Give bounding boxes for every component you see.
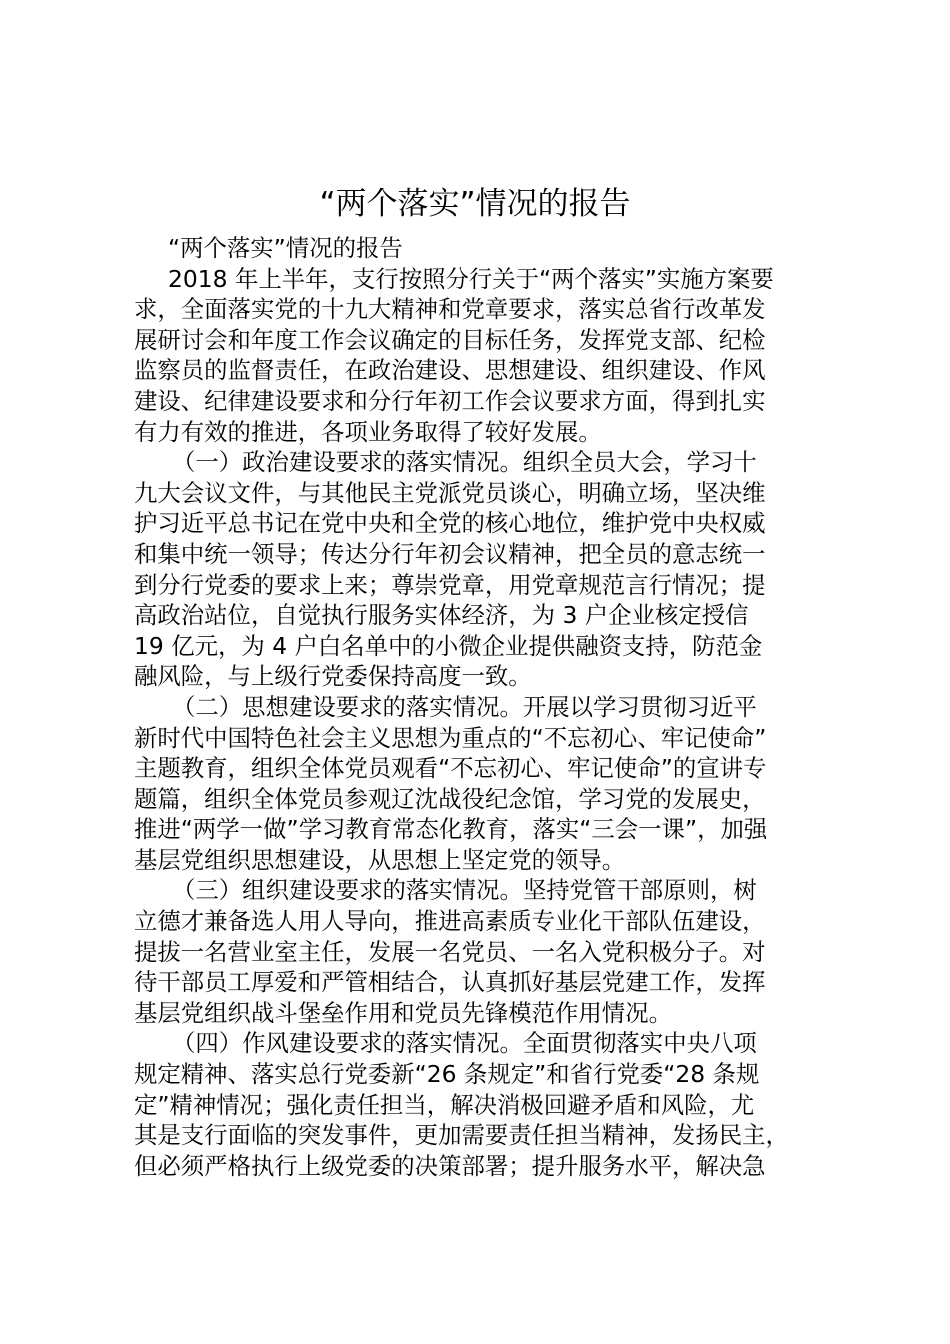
body-line: 但必须严格执行上级党委的决策部署；提升服务水平，解决急 <box>134 1151 766 1180</box>
document-body <box>134 233 834 1181</box>
body-line: 护习近平总书记在党中央和全党的核心地位，维护党中央权威 <box>134 509 766 538</box>
body-line: 展研讨会和年度工作会议确定的目标任务，发挥党支部、纪检 <box>134 325 766 354</box>
body-line: 基层党组织战斗堡垒作用和党员先锋模范作用情况。 <box>134 998 672 1027</box>
body-line: 融风险，与上级行党委保持高度一致。 <box>134 662 532 691</box>
body-line: 九大会议文件，与其他民主党派党员谈心，明确立场，坚决维 <box>134 478 766 507</box>
body-line: 高政治站位，自觉执行服务实体经济，为 3 户企业核定授信 <box>134 601 749 630</box>
body-line: 新时代中国特色社会主义思想为重点的“不忘初心、牢记使命” <box>134 723 767 752</box>
section-heading-line: （二）思想建设要求的落实情况。开展以学习贯彻习近平 <box>172 692 757 721</box>
body-line: 规定精神、落实总行党委新“26 条规定”和省行党委“28 条规 <box>134 1060 760 1089</box>
body-line: 19 亿元，为 4 户白名单中的小微企业提供融资支持，防范金 <box>134 631 763 660</box>
document-title: “两个落实”情况的报告 <box>319 186 631 222</box>
body-line: 建设、纪律建设要求和分行年初工作会议要求方面，得到扎实 <box>134 386 766 415</box>
body-line: 提拔一名营业室主任，发展一名党员、一名入党积极分子。对 <box>134 937 766 966</box>
body-line: 待干部员工厚爱和严管相结合，认真抓好基层党建工作，发挥 <box>134 968 766 997</box>
section-heading-line: （一）政治建设要求的落实情况。组织全员大会，学习十 <box>172 448 757 477</box>
body-line: 和集中统一领导；传达分行年初会议精神，把全员的意志统一 <box>134 539 766 568</box>
body-line: 定”精神情况；强化责任担当，解决消极回避矛盾和风险，尤 <box>134 1090 755 1119</box>
body-line: 主题教育，组织全体党员观看“不忘初心、牢记使命”的宣讲专 <box>134 754 767 783</box>
section-heading-line: （三）组织建设要求的落实情况。坚持党管干部原则，树 <box>172 876 757 905</box>
body-line: 题篇，组织全体党员参观辽沈战役纪念馆，学习党的发展史， <box>134 784 766 813</box>
body-line: 推进“两学一做”学习教育常态化教育，落实“三会一课”，加强 <box>134 815 768 844</box>
body-line: 有力有效的推进，各项业务取得了较好发展。 <box>134 417 602 446</box>
body-line: 监察员的监督责任，在政治建设、思想建设、组织建设、作风 <box>134 356 766 385</box>
section-heading-line: （四）作风建设要求的落实情况。全面贯彻落实中央八项 <box>172 1029 757 1058</box>
body-line: 2018 年上半年，支行按照分行关于“两个落实”实施方案要 <box>168 264 774 293</box>
body-line: 基层党组织思想建设，从思想上坚定党的领导。 <box>134 845 626 874</box>
body-line: 立德才兼备选人用人导向，推进高素质专业化干部队伍建设， <box>134 907 766 936</box>
body-line-subtitle: “两个落实”情况的报告 <box>168 234 403 262</box>
body-line: 到分行党委的要求上来；尊崇党章，用党章规范言行情况；提 <box>134 570 766 599</box>
body-line: 求，全面落实党的十九大精神和党章要求，落实总省行改革发 <box>134 295 766 324</box>
body-line: 其是支行面临的突发事件，更加需要责任担当精神，发扬民主， <box>134 1121 789 1150</box>
